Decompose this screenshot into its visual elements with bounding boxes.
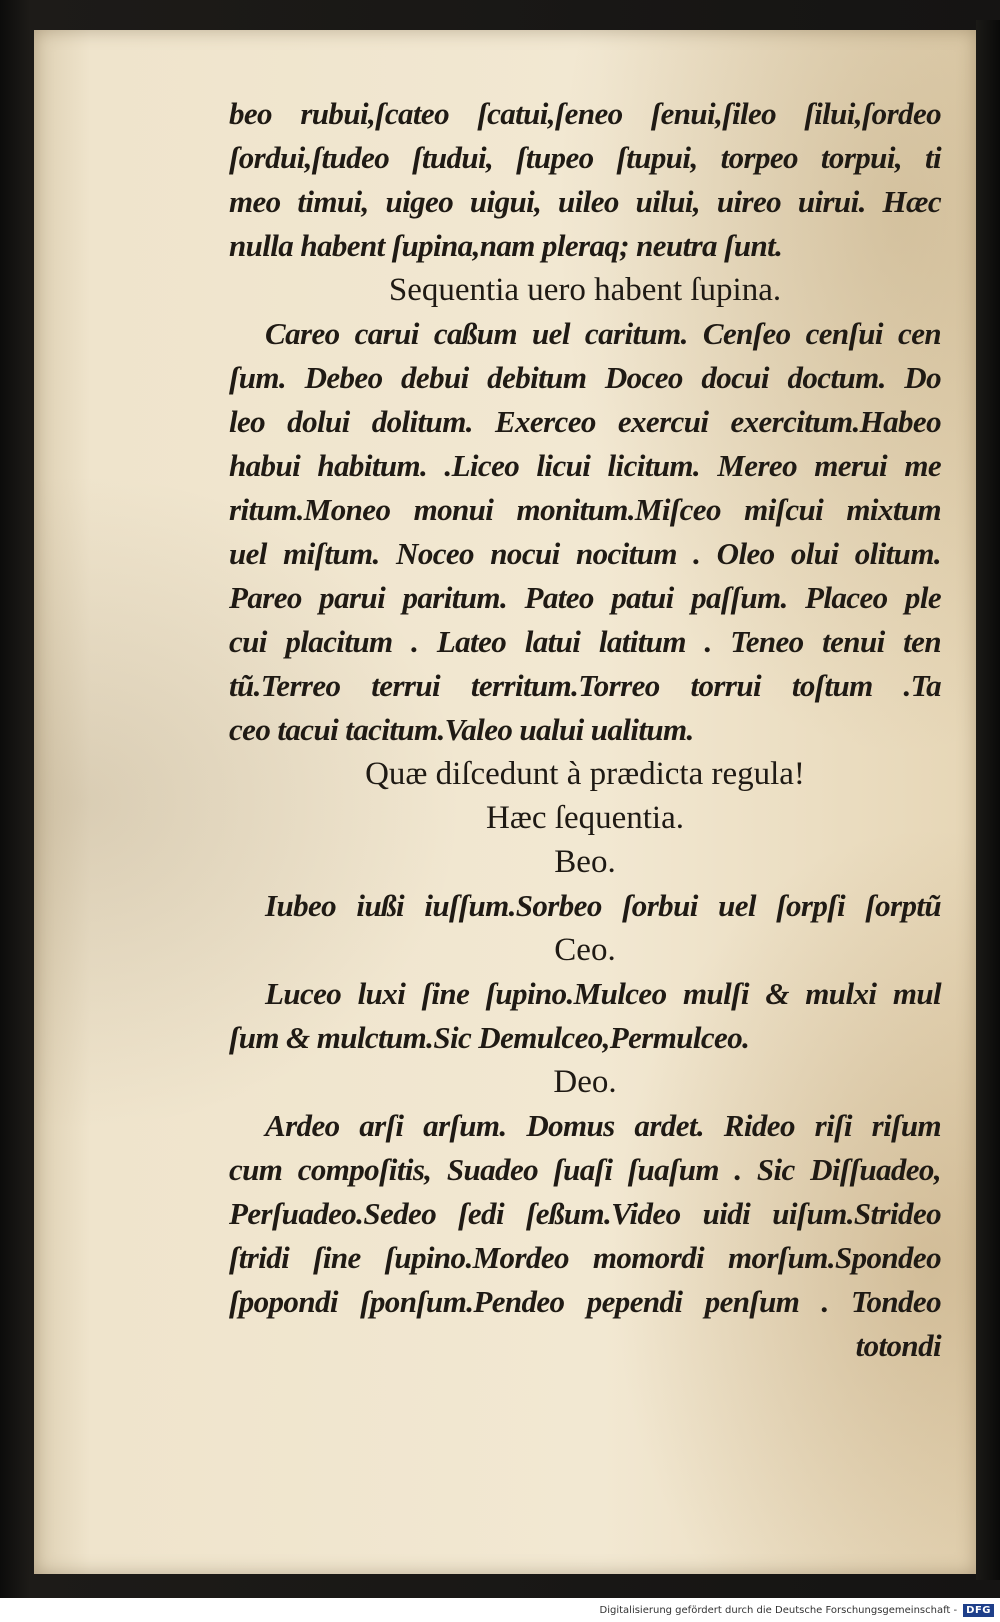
text-line-2: ſordui,ſtudeo ſtudui, ſtupeo ſtupui, torpeo torpui, ti (229, 140, 941, 175)
section-heading-supina: Sequentia uero habent ſupina. (388, 272, 782, 308)
text-line-8: leo dolui dolitum. Exerceo exercui exercitum.Habeo (229, 404, 941, 439)
text-line-22: ſum & mulctum.Sic Demulceo,Permulceo. (229, 1020, 750, 1055)
page-edge-shadow (976, 20, 1000, 1580)
dfg-logo[interactable]: DFG (963, 1604, 994, 1617)
text-line-12: Pareo parui paritum. Pateo patui paſſum. Placeo ple (229, 580, 941, 615)
page-text (229, 92, 941, 1368)
text-line-21: Luceo luxi ſine ſupino.Mulceo mulſi & mulxi mul (265, 976, 941, 1011)
text-line-4: nulla habent ſupina,nam pleraq; neutra ſunt. (229, 228, 783, 263)
text-line-7: ſum. Debeo debui debitum Doceo docui doctum. Do (229, 360, 941, 395)
text-line-3: meo timui, uigeo uigui, uileo uilui, uireo uirui. Hæc (229, 184, 941, 219)
text-line-25: cum compoſitis, Suadeo ſuaſi ſuaſum . Sic Diſſuadeo, (229, 1152, 941, 1187)
text-line-11: uel miſtum. Noceo nocui nocitum . Oleo olui olitum. (229, 536, 941, 571)
digitization-footer (0, 1598, 1000, 1622)
text-line-14: tũ.Terreo terrui territum.Torreo torrui toſtum .Ta (229, 668, 941, 703)
section-heading-deo: Deo. (553, 1064, 617, 1100)
text-line-26: Perſuadeo.Sedeo ſedi ſeßum.Video uidi uiſum.Strideo (229, 1196, 941, 1231)
catchword: totondi (855, 1328, 941, 1363)
text-line-6: Careo carui caßum uel caritum. Cenſeo cenſui cen (265, 316, 941, 351)
text-line-15: ceo tacui tacitum.Valeo ualui ualitum. (229, 712, 694, 747)
text-line-28: ſpopondi ſponſum.Pendeo pependi penſum . Tondeo (229, 1284, 941, 1319)
text-line-9: habui habitum. .Liceo licui licitum. Mereo merui me (229, 448, 941, 483)
text-line-10: ritum.Moneo monui monitum.Miſceo miſcui mixtum (229, 492, 941, 527)
section-heading-beo: Beo. (554, 844, 616, 880)
section-heading-sequentia: Hæc ſequentia. (486, 800, 684, 836)
text-line-19: Iubeo iußi iuſſum.Sorbeo ſorbui uel ſorpſi ſorptũ (265, 888, 941, 923)
text-line-13: cui placitum . Lateo latui latitum . Teneo tenui ten (229, 624, 941, 659)
section-heading-ceo: Ceo. (554, 932, 616, 968)
text-line-27: ſtridi ſine ſupino.Mordeo momordi morſum.Spondeo (229, 1240, 941, 1275)
text-line-24: Ardeo arſi arſum. Domus ardet. Rideo riſi riſum (265, 1108, 941, 1143)
footer-credit: Digitalisierung gefördert durch die Deutsche Forschungsgemeinschaft - (599, 1604, 958, 1616)
text-line-1: beo rubui,ſcateo ſcatui,ſeneo ſenui,ſileo ſilui,ſordeo (229, 96, 941, 131)
section-heading-regula: Quæ diſcedunt à prædicta regula! (365, 756, 805, 792)
